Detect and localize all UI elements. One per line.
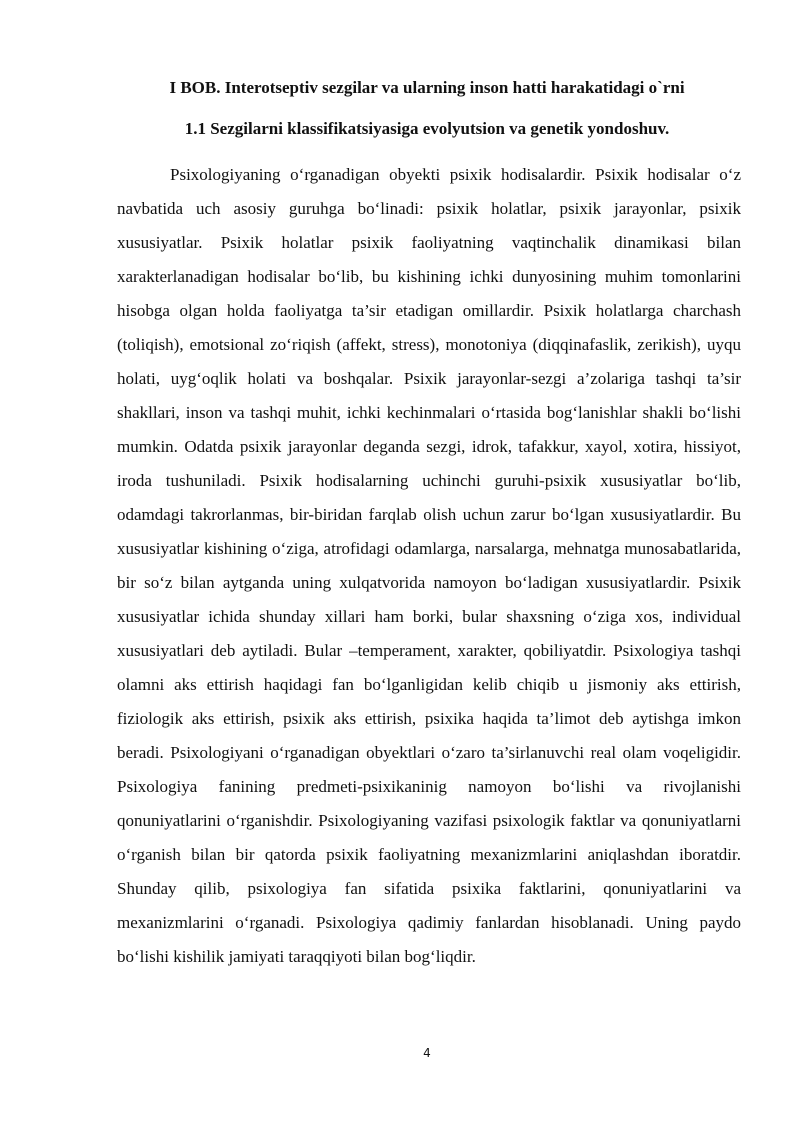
chapter-title: I BOB. Interotseptiv sezgilar va ularning inson hatti harakatidagi o`rni [169,78,685,97]
section-title: 1.1 Sezgilarni klassifikatsiyasiga evolyutsion va genetik yondoshuv. [184,119,670,138]
page-number: 4 [423,1046,431,1060]
body-paragraph: Psixologiyaning o‘rganadigan obyekti psixik hodisalardir. Psixik hodisalar o‘z navbatida uch asosiy guruhga bo‘linadi: psixik holatlar, psixik jarayonlar, psixik xususiyatlar. Psixik holatlar psixik faoliyatning vaqtinchalik dinamikasi bilan xarakterlanadigan hodisalar bo‘lib, bu kishining ichki dunyosining muhim tomonlarini hisobga olgan holda faoliyatga ta’sir etadigan omillardir. Psixik holatlarga charchash (toliqish), emotsional zo‘riqish (affekt, stress), monotoniya (diqqinafaslik, zerikish), uyqu holati, uyg‘oqlik holati va boshqalar. Psixik jarayonlar-sezgi a’zolariga tashqi ta’sir shakllari, inson va tashqi muhit, ichki kechinmalari o‘rtasida bog‘lanishlar shakli bo‘lishi mumkin. Odatda psixik jarayonlar deganda sezgi, idrok, tafakkur, xayol, xotira, hissiyot, iroda tushuniladi. Psixik hodisalarning uchinchi guruhi-psixik xususiyatlar bo‘lib, odamdagi takrorlanmas, bir-biridan farqlab olish uchun zarur bo‘lgan xususiyatlardir. Bu xususiyatlar kishining o‘ziga, atrofidagi odamlarga, narsalarga, mehnatga munosabatlarida, bir so‘z bilan aytganda uning xulqatvorida namoyon bo‘ladigan xususiyatlardir. Psixik xususiyatlar ichida shunday xillari ham borki, bular shaxsning o‘ziga xos, individual xususiyatlari deb aytiladi. Bular –temperament, xarakter, qobiliyatdir. Psixologiya tashqi olamni aks ettirish haqidagi fan bo‘lganligidan kelib chiqib u jismoniy aks ettirish, fiziologik aks ettirish, psixik aks ettirish, psixika haqida ta’limot deb aytishga imkon beradi. Psixologiyani o‘rganadigan obyektlari o‘zaro ta’sirlanuvchi real olam voqeligidir. Psixologiya fanining predmeti-psixikaninig namoyon bo‘lishi va rivojlanishi qonuniyatlarini o‘rganishdir. Psixologiyaning vazifasi psixologik faktlar va qonuniyatlarni o‘rganish bilan bir qatorda psixik faoliyatning mexanizmlarini aniqlashdan iboratdir. Shunday qilib, psixologiya fan sifatida psixika faktlarini, qonuniyatlarini va mexanizmlarini o‘rganadi. Psixologiya qadimiy fanlardan hisoblanadi. Uning paydo bo‘lishi kishilik jamiyati taraqqiyoti bilan bog‘liqdir. [117,165,741,966]
